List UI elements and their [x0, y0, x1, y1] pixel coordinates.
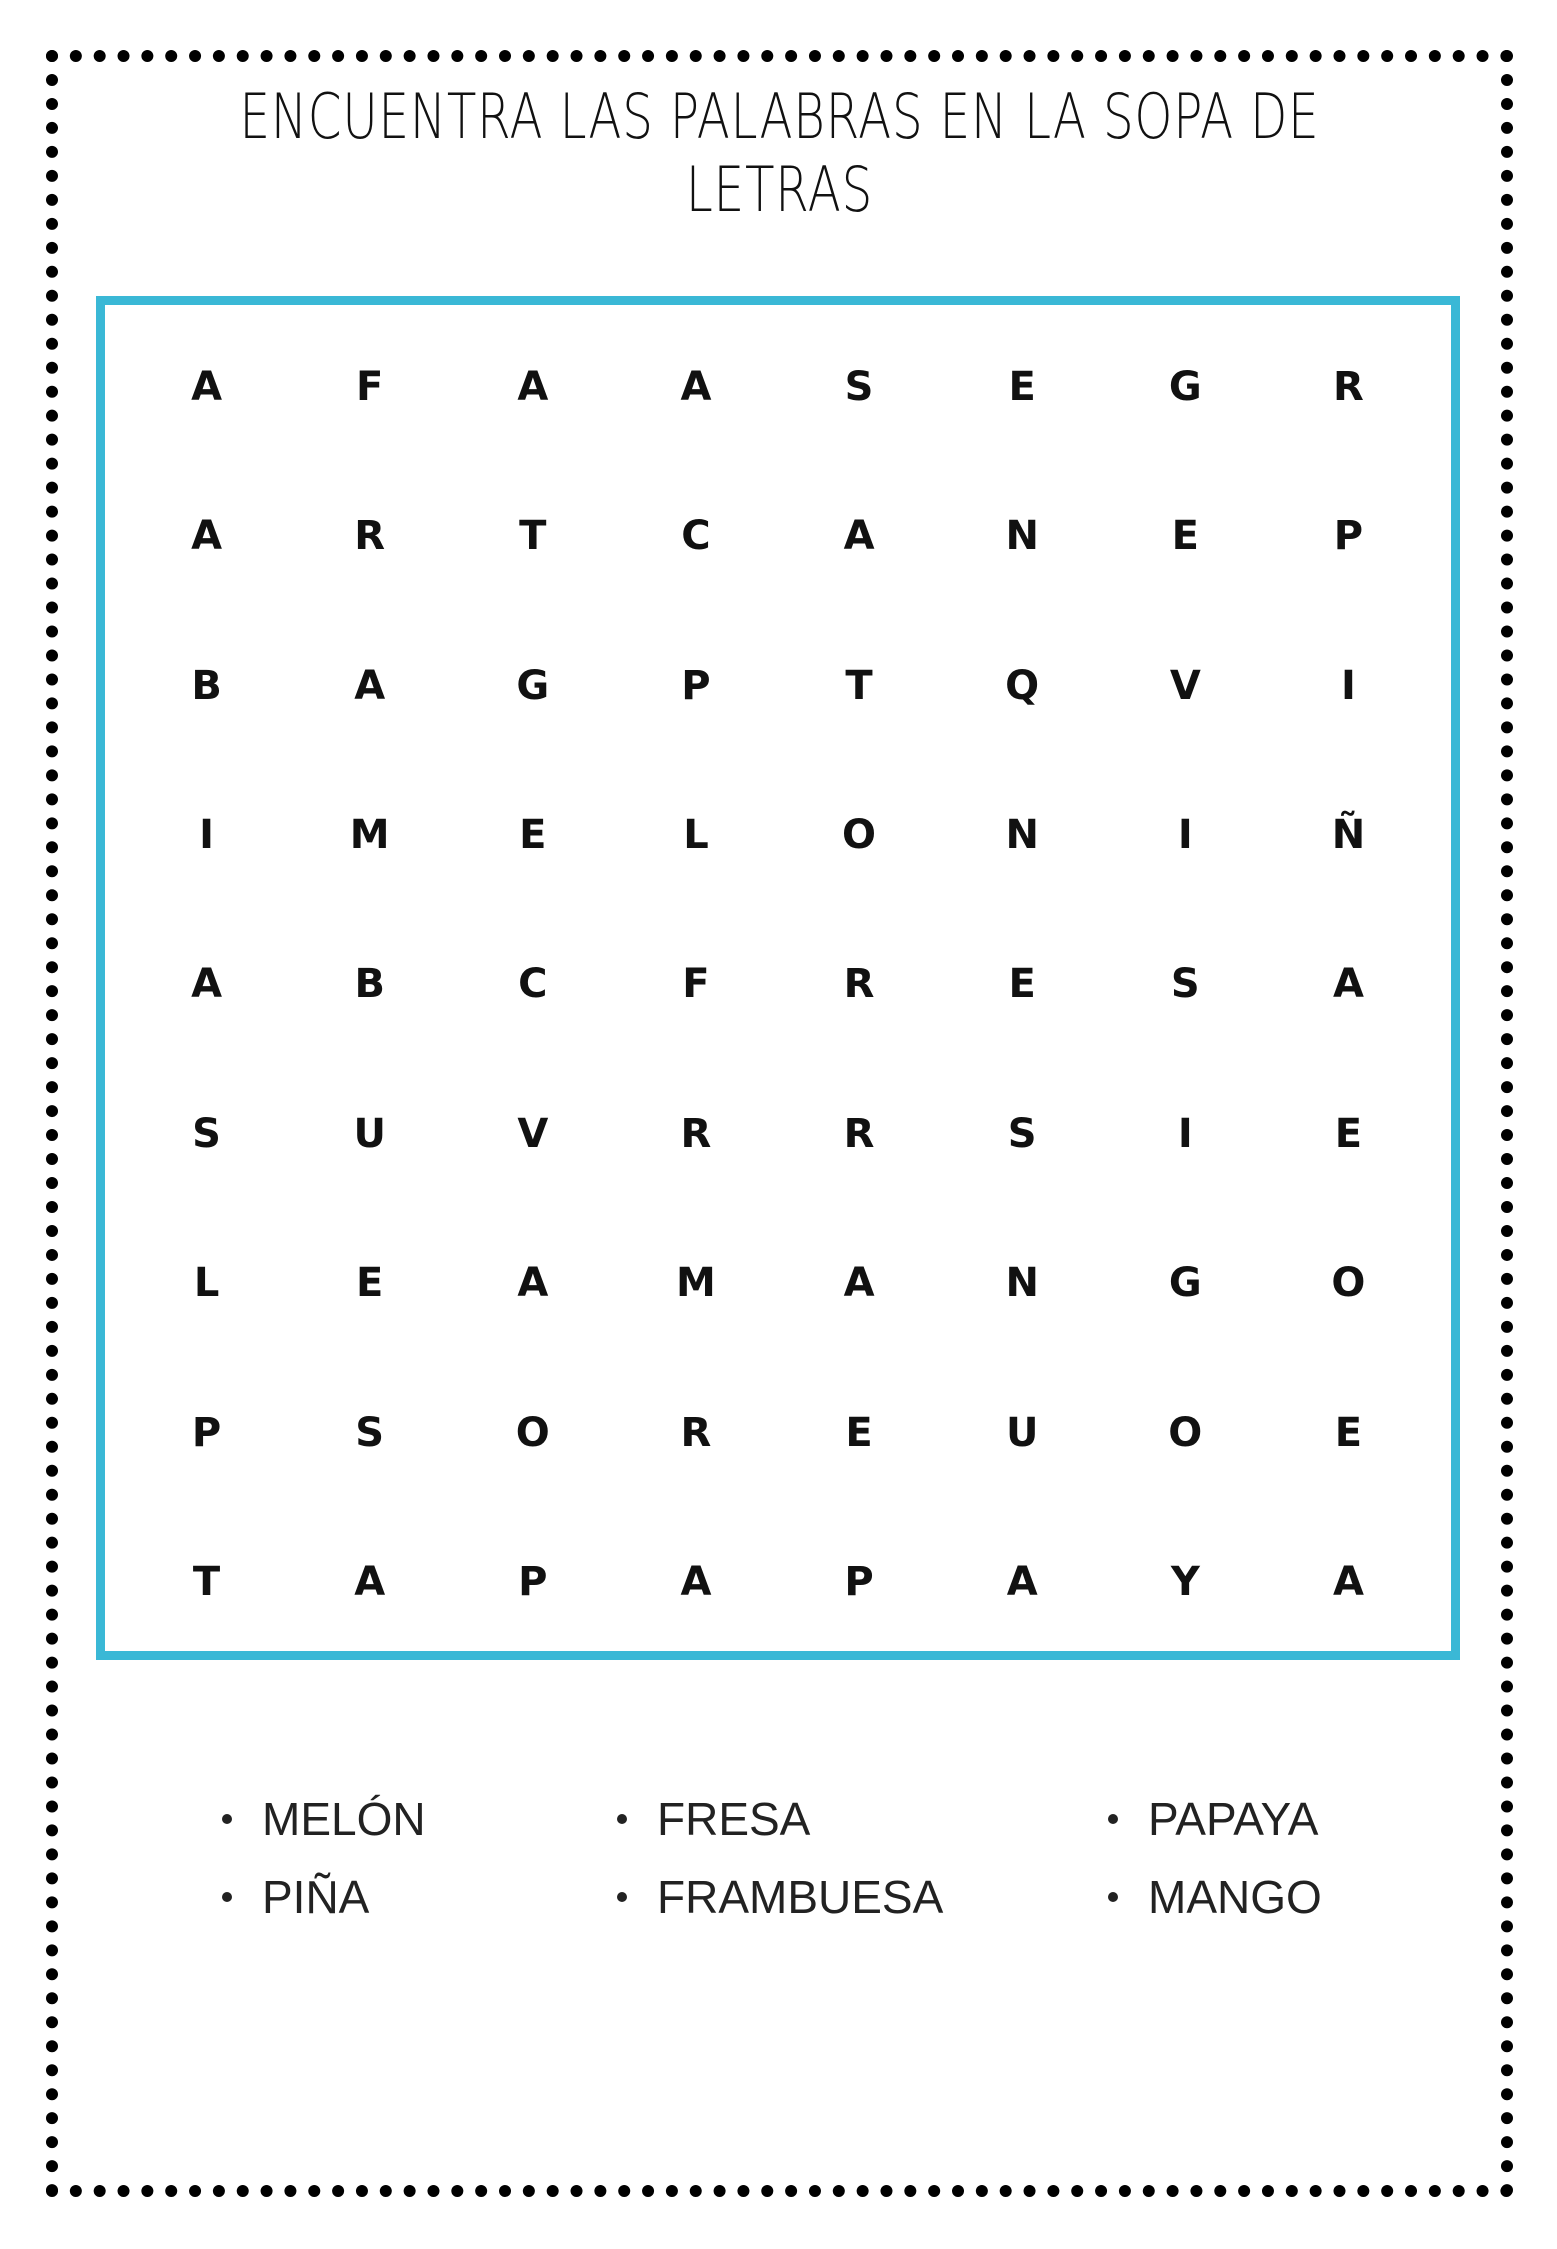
grid-letter[interactable]: F [356, 363, 384, 410]
word-list [0, 1780, 1557, 1980]
grid-letter[interactable]: A [354, 1559, 386, 1606]
grid-letter[interactable]: O [515, 1409, 550, 1456]
bullet-icon [222, 1814, 232, 1824]
grid-letter[interactable]: Y [1170, 1559, 1200, 1606]
grid-letter[interactable]: L [193, 1260, 220, 1307]
word-label: PAPAYA [1148, 1793, 1319, 1845]
grid-letter[interactable]: A [680, 1559, 712, 1606]
grid-letter[interactable]: E [845, 1409, 873, 1456]
grid-letter[interactable]: E [1171, 513, 1199, 560]
grid-letter[interactable]: C [518, 961, 548, 1008]
letter-grid [125, 312, 1430, 1657]
grid-letter[interactable]: O [1168, 1409, 1203, 1456]
grid-letter[interactable]: A [843, 1260, 875, 1307]
grid-letter[interactable]: G [516, 662, 550, 709]
bullet-icon [617, 1892, 627, 1902]
grid-letter[interactable]: A [191, 961, 223, 1008]
grid-letter[interactable]: I [1177, 812, 1193, 859]
grid-letter[interactable]: L [683, 812, 709, 859]
grid-letter[interactable]: I [199, 812, 214, 859]
grid-letter[interactable]: S [1007, 1110, 1037, 1157]
bullet-icon [617, 1814, 627, 1824]
grid-letter[interactable]: O [842, 812, 877, 859]
grid-letter[interactable]: U [1005, 1409, 1039, 1456]
grid-letter[interactable]: A [517, 1260, 549, 1307]
grid-letter[interactable]: I [1340, 662, 1356, 709]
grid-letter[interactable]: R [680, 1110, 712, 1157]
grid-letter[interactable]: U [353, 1110, 386, 1157]
word-label: PIÑA [262, 1871, 370, 1923]
word-label: MELÓN [262, 1793, 426, 1845]
word-column-3 [1108, 1780, 1322, 1936]
grid-letter[interactable]: E [519, 812, 547, 859]
bullet-icon [222, 1892, 232, 1902]
grid-letter[interactable]: F [682, 961, 710, 1008]
grid-letter[interactable]: A [1332, 1559, 1364, 1606]
word-item [1108, 1858, 1322, 1936]
grid-letter[interactable]: G [1168, 363, 1202, 410]
grid-letter[interactable]: B [354, 961, 385, 1008]
grid-letter[interactable]: R [680, 1409, 712, 1456]
word-item [222, 1780, 426, 1858]
grid-letter[interactable]: C [681, 513, 711, 560]
grid-letter[interactable]: O [1331, 1260, 1366, 1307]
grid-letter[interactable]: A [1332, 961, 1364, 1008]
word-item [617, 1780, 943, 1858]
grid-letter[interactable]: A [191, 363, 223, 410]
grid-letter[interactable]: A [191, 513, 223, 560]
grid-letter[interactable]: G [1168, 1260, 1202, 1307]
word-column-1 [222, 1780, 426, 1936]
grid-letter[interactable]: P [844, 1559, 874, 1606]
word-column-2 [617, 1780, 943, 1936]
grid-letter[interactable]: E [356, 1260, 384, 1307]
grid-letter[interactable]: Ñ [1331, 812, 1366, 859]
word-label: FRESA [657, 1793, 811, 1845]
grid-letter[interactable]: E [1008, 363, 1036, 410]
grid-letter[interactable]: A [1006, 1559, 1038, 1606]
grid-letter[interactable]: Q [1005, 662, 1040, 709]
grid-letter[interactable]: A [517, 363, 549, 410]
grid-letter[interactable]: S [192, 1110, 221, 1157]
grid-letter[interactable]: A [354, 662, 386, 709]
grid-letter[interactable]: N [1005, 1260, 1039, 1307]
grid-letter[interactable]: P [191, 1409, 222, 1456]
grid-letter[interactable]: V [1169, 662, 1201, 709]
grid-letter[interactable]: A [843, 513, 875, 560]
word-label: MANGO [1148, 1871, 1322, 1923]
grid-letter[interactable]: R [843, 1110, 875, 1157]
grid-letter[interactable]: E [1334, 1409, 1363, 1456]
grid-letter[interactable]: E [1334, 1110, 1363, 1157]
grid-letter[interactable]: M [676, 1260, 716, 1307]
grid-letter[interactable]: M [349, 812, 390, 859]
grid-letter[interactable]: R [1333, 363, 1364, 410]
grid-letter[interactable]: T [845, 662, 873, 709]
grid-letter[interactable]: R [354, 513, 386, 560]
word-label: FRAMBUESA [657, 1871, 944, 1923]
grid-letter[interactable]: R [843, 961, 875, 1008]
bullet-icon [1108, 1814, 1118, 1824]
word-item [1108, 1780, 1322, 1858]
grid-letter[interactable]: V [517, 1110, 549, 1157]
grid-letter[interactable]: S [844, 363, 874, 410]
grid-letter[interactable]: T [519, 513, 547, 560]
word-item [222, 1858, 426, 1936]
page-title: ENCUENTRA LAS PALABRAS EN LA SOPA DE LETRAS [239, 80, 1320, 226]
grid-letter[interactable]: B [191, 662, 222, 709]
bullet-icon [1108, 1892, 1118, 1902]
grid-letter[interactable]: I [1177, 1110, 1193, 1157]
grid-letter[interactable]: P [518, 1559, 548, 1606]
grid-letter[interactable]: S [1170, 961, 1200, 1008]
grid-letter[interactable]: N [1005, 513, 1039, 560]
word-search-box [96, 296, 1460, 1660]
grid-letter[interactable]: E [1008, 961, 1036, 1008]
grid-letter[interactable]: A [680, 363, 712, 410]
grid-letter[interactable]: S [355, 1409, 385, 1456]
grid-letter[interactable]: P [681, 662, 711, 709]
grid-letter[interactable]: N [1005, 812, 1039, 859]
grid-letter[interactable]: P [1333, 513, 1364, 560]
grid-letter[interactable]: T [192, 1559, 221, 1606]
word-item [617, 1858, 943, 1936]
